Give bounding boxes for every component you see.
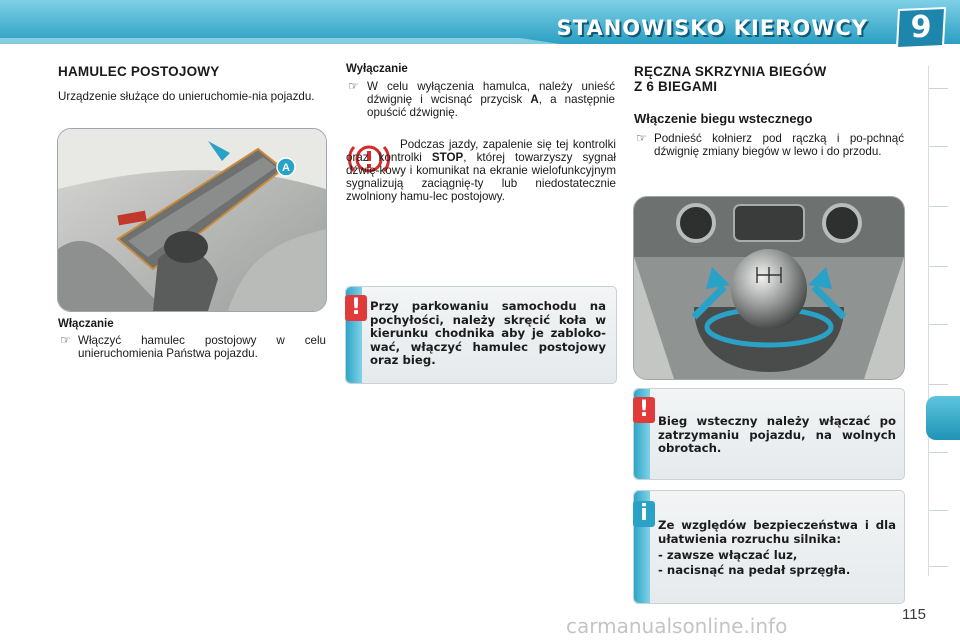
parking-brake-intro: Urządzenie służące do unieruchomie-nia pojazdu. [58,90,315,103]
info-icon: i [633,501,655,527]
engage-text: Włączyć hamulec postojowy w celu unieruchomienia Państwa pojazdu. [78,334,326,360]
pointing-hand-icon: ☞ [636,131,647,145]
reverse-text: Podnieść kołnierz pod rączką i po-pchnąć dźwignię zmiany biegów w lewo i do przodu. [654,132,904,158]
active-chapter-tab[interactable] [926,396,960,440]
brake-alert-text: Podczas jazdy, zapalenie się tej kontrolki oraz kontrolki STOP, której towarzyszy sygnał dźwię-kowy i komunikat na ekranie wielofunkcyjnym sygnalizują zaciągnię-ty lub niedostatecznie zwolniony hamu-lec postojowy. [346,138,616,203]
button-a-label: A [282,162,290,174]
release-text: W celu wyłączenia hamulca, należy unieść dźwignię i wcisnąć przycisk A, a następnie opuścić dźwignię. [367,80,615,119]
watermark: carmanualsonline.info [566,614,788,638]
reverse-heading: Włączenie biegu wstecznego [634,111,813,126]
safety-info-title: Ze względów bezpieczeństwa i dla ułatwienia rozruchu silnika: [658,518,896,546]
gearbox-title: RĘCZNA SKRZYNIA BIEGÓW Z 6 BIEGAMI [634,64,827,94]
pointing-hand-icon: ☞ [60,333,71,347]
engage-heading: Włączanie [58,318,114,330]
reverse-warning-text: Bieg wsteczny należy włączać po zatrzymaniu pojazdu, na wolnych obrotach. [658,414,896,455]
gear-lever-photo [633,196,905,380]
parking-warning-text: Przy parkowaniu samochodu na pochyłości, należy skręcić koła w kierunku chodnika aby je zabloko-wać, włączyć hamulec postojowy oraz bieg. [370,299,606,367]
safety-info-box [633,490,905,604]
warning-icon: ! [345,295,367,321]
parking-brake-title: HAMULEC POSTOJOWY [58,64,220,79]
safety-info-item: - nacisnąć na pedał sprzęgła. [658,563,851,577]
warning-icon: ! [633,397,655,423]
reverse-warning-box [633,388,905,480]
pointing-hand-icon: ☞ [348,79,359,93]
parking-brake-photo [57,128,327,312]
chapter-number: 9 [910,10,932,45]
chapter-tabs [928,66,960,576]
safety-info-item: - zawsze włączać luz, [658,548,798,562]
page-number: 115 [902,606,926,623]
chapter-title: STANOWISKO KIEROWCY [556,16,868,40]
release-heading: Wyłączanie [346,63,408,75]
parking-warning-box [345,286,617,384]
